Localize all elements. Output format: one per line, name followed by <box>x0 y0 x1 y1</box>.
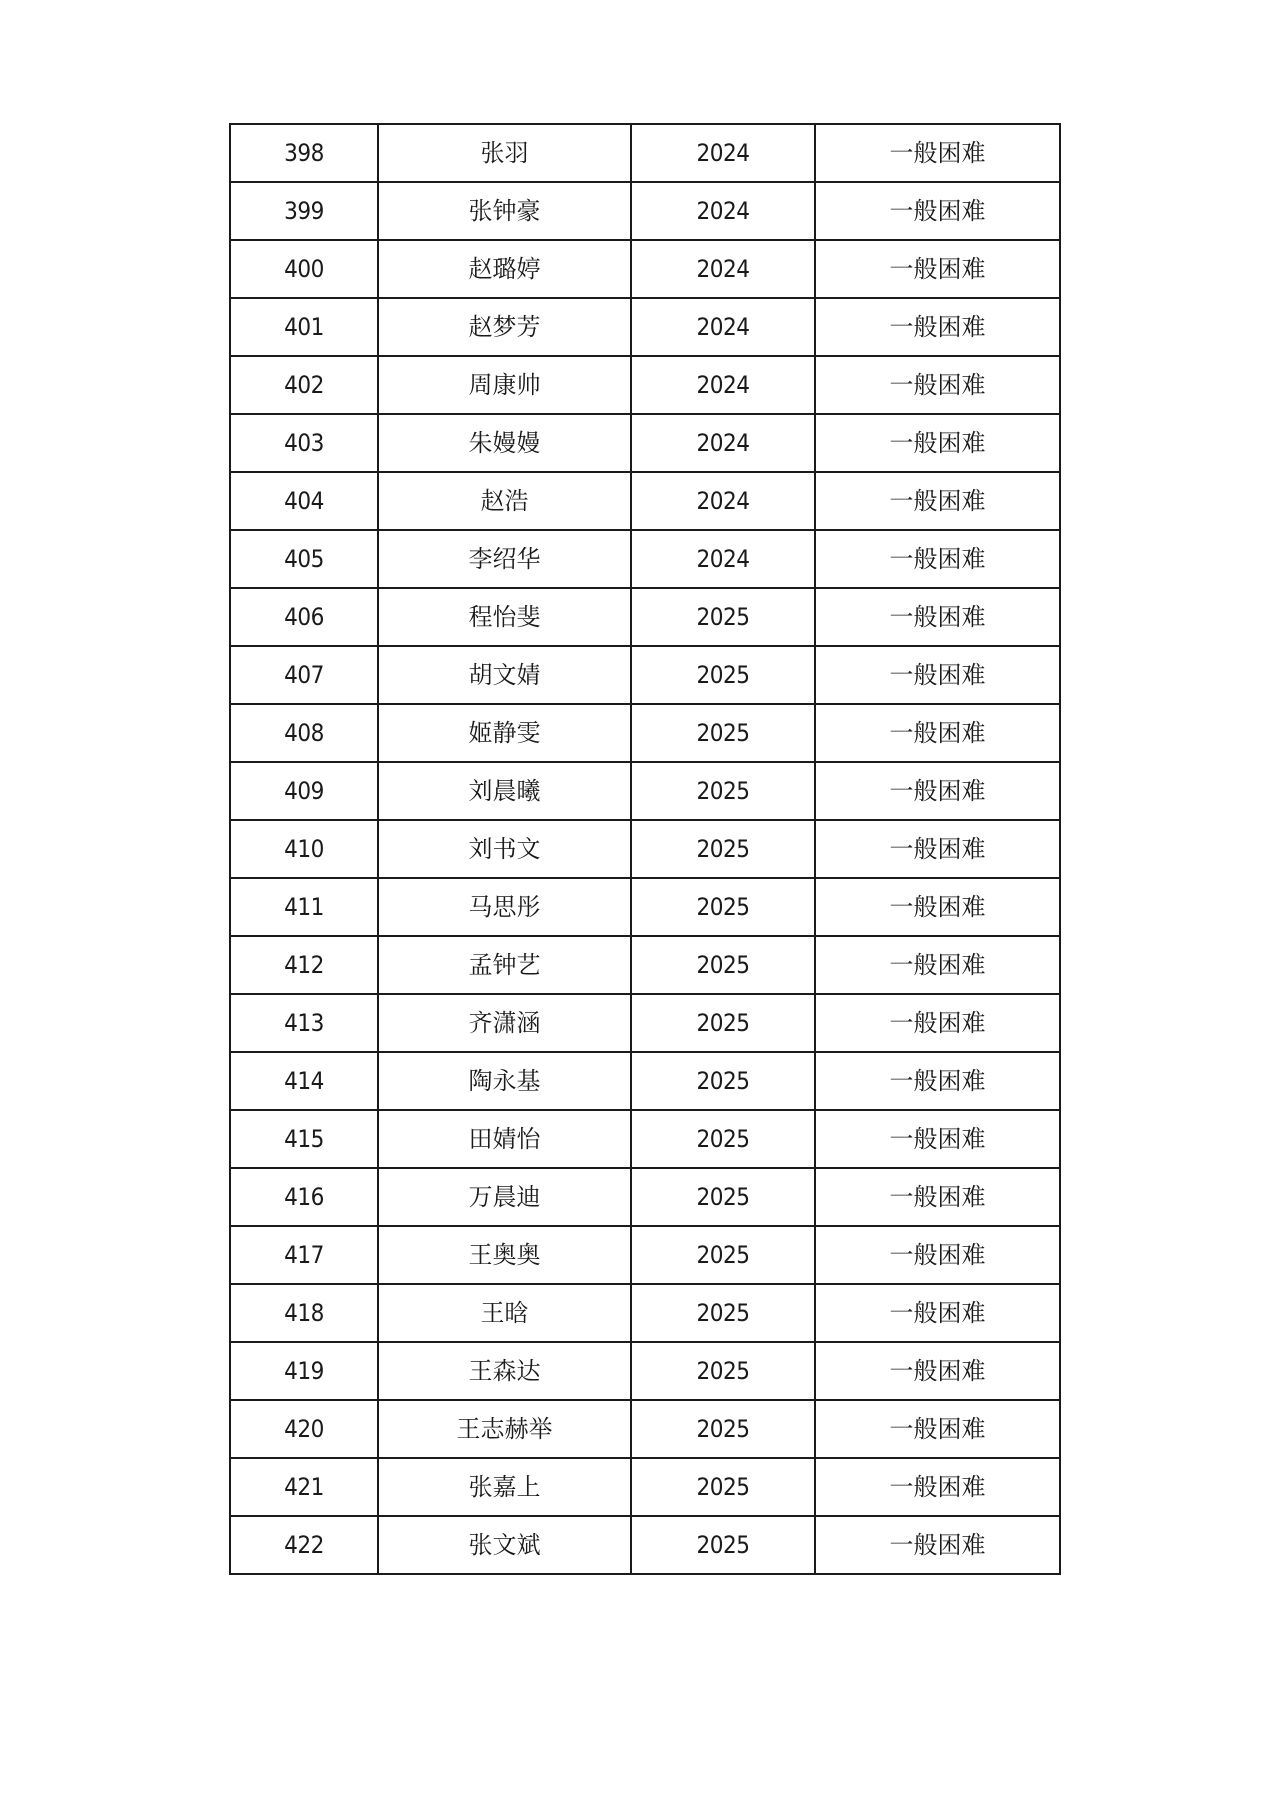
table-row <box>230 588 1060 646</box>
row-number-cell: 413 <box>230 994 378 1052</box>
student-name-cell: 张羽 <box>378 124 631 182</box>
student-name-cell: 周康帅 <box>378 356 631 414</box>
student-name-cell: 张文斌 <box>378 1516 631 1574</box>
row-number-cell: 405 <box>230 530 378 588</box>
row-number-cell: 422 <box>230 1516 378 1574</box>
row-number-cell: 414 <box>230 1052 378 1110</box>
row-number-cell: 402 <box>230 356 378 414</box>
table-row <box>230 820 1060 878</box>
row-number-cell: 398 <box>230 124 378 182</box>
student-name-cell: 姬静雯 <box>378 704 631 762</box>
difficulty-level-cell: 一般困难 <box>815 820 1060 878</box>
row-number-cell: 419 <box>230 1342 378 1400</box>
year-cell: 2024 <box>631 356 815 414</box>
table-row <box>230 1284 1060 1342</box>
table-row <box>230 298 1060 356</box>
year-cell: 2024 <box>631 298 815 356</box>
student-name-cell: 齐潇涵 <box>378 994 631 1052</box>
table-row <box>230 1226 1060 1284</box>
row-number-cell: 411 <box>230 878 378 936</box>
year-cell: 2025 <box>631 646 815 704</box>
table-row <box>230 936 1060 994</box>
year-cell: 2025 <box>631 1110 815 1168</box>
difficulty-level-cell: 一般困难 <box>815 124 1060 182</box>
year-cell: 2025 <box>631 878 815 936</box>
year-cell: 2025 <box>631 704 815 762</box>
year-cell: 2025 <box>631 820 815 878</box>
year-cell: 2025 <box>631 1400 815 1458</box>
year-cell: 2025 <box>631 1226 815 1284</box>
difficulty-level-cell: 一般困难 <box>815 1342 1060 1400</box>
difficulty-level-cell: 一般困难 <box>815 994 1060 1052</box>
table-row <box>230 1168 1060 1226</box>
student-name-cell: 刘书文 <box>378 820 631 878</box>
table-row <box>230 1400 1060 1458</box>
table-row <box>230 1342 1060 1400</box>
row-number-cell: 403 <box>230 414 378 472</box>
table-row <box>230 1110 1060 1168</box>
difficulty-level-cell: 一般困难 <box>815 414 1060 472</box>
difficulty-level-cell: 一般困难 <box>815 240 1060 298</box>
table-row <box>230 240 1060 298</box>
difficulty-level-cell: 一般困难 <box>815 1226 1060 1284</box>
row-number-cell: 404 <box>230 472 378 530</box>
row-number-cell: 400 <box>230 240 378 298</box>
student-name-cell: 马思彤 <box>378 878 631 936</box>
difficulty-level-cell: 一般困难 <box>815 182 1060 240</box>
table-row <box>230 414 1060 472</box>
table-row <box>230 1458 1060 1516</box>
row-number-cell: 416 <box>230 1168 378 1226</box>
year-cell: 2025 <box>631 1284 815 1342</box>
student-name-cell: 孟钟艺 <box>378 936 631 994</box>
row-number-cell: 415 <box>230 1110 378 1168</box>
row-number-cell: 406 <box>230 588 378 646</box>
year-cell: 2025 <box>631 1458 815 1516</box>
student-name-cell: 张钟豪 <box>378 182 631 240</box>
student-roster-table <box>229 123 1061 1575</box>
difficulty-level-cell: 一般困难 <box>815 1052 1060 1110</box>
table-row <box>230 530 1060 588</box>
table-row <box>230 646 1060 704</box>
roster-body <box>230 124 1060 1574</box>
student-name-cell: 赵浩 <box>378 472 631 530</box>
row-number-cell: 408 <box>230 704 378 762</box>
difficulty-level-cell: 一般困难 <box>815 762 1060 820</box>
student-name-cell: 赵梦芳 <box>378 298 631 356</box>
year-cell: 2025 <box>631 762 815 820</box>
difficulty-level-cell: 一般困难 <box>815 472 1060 530</box>
student-name-cell: 王晗 <box>378 1284 631 1342</box>
difficulty-level-cell: 一般困难 <box>815 878 1060 936</box>
year-cell: 2024 <box>631 182 815 240</box>
table-row <box>230 762 1060 820</box>
difficulty-level-cell: 一般困难 <box>815 646 1060 704</box>
student-name-cell: 陶永基 <box>378 1052 631 1110</box>
row-number-cell: 401 <box>230 298 378 356</box>
difficulty-level-cell: 一般困难 <box>815 356 1060 414</box>
difficulty-level-cell: 一般困难 <box>815 1284 1060 1342</box>
table-row <box>230 182 1060 240</box>
difficulty-level-cell: 一般困难 <box>815 588 1060 646</box>
difficulty-level-cell: 一般困难 <box>815 936 1060 994</box>
student-name-cell: 张嘉上 <box>378 1458 631 1516</box>
student-name-cell: 李绍华 <box>378 530 631 588</box>
difficulty-level-cell: 一般困难 <box>815 704 1060 762</box>
year-cell: 2025 <box>631 1516 815 1574</box>
row-number-cell: 420 <box>230 1400 378 1458</box>
difficulty-level-cell: 一般困难 <box>815 1458 1060 1516</box>
year-cell: 2025 <box>631 994 815 1052</box>
difficulty-level-cell: 一般困难 <box>815 298 1060 356</box>
year-cell: 2024 <box>631 124 815 182</box>
year-cell: 2024 <box>631 414 815 472</box>
row-number-cell: 417 <box>230 1226 378 1284</box>
table-row <box>230 878 1060 936</box>
row-number-cell: 421 <box>230 1458 378 1516</box>
difficulty-level-cell: 一般困难 <box>815 1516 1060 1574</box>
row-number-cell: 409 <box>230 762 378 820</box>
year-cell: 2025 <box>631 936 815 994</box>
student-name-cell: 王奥奥 <box>378 1226 631 1284</box>
student-name-cell: 程怡斐 <box>378 588 631 646</box>
table-row <box>230 124 1060 182</box>
year-cell: 2025 <box>631 1342 815 1400</box>
year-cell: 2024 <box>631 530 815 588</box>
table-row <box>230 356 1060 414</box>
difficulty-level-cell: 一般困难 <box>815 1110 1060 1168</box>
year-cell: 2024 <box>631 472 815 530</box>
table-row <box>230 704 1060 762</box>
year-cell: 2024 <box>631 240 815 298</box>
student-name-cell: 万晨迪 <box>378 1168 631 1226</box>
row-number-cell: 412 <box>230 936 378 994</box>
student-name-cell: 朱嫚嫚 <box>378 414 631 472</box>
table-row <box>230 994 1060 1052</box>
row-number-cell: 410 <box>230 820 378 878</box>
row-number-cell: 418 <box>230 1284 378 1342</box>
difficulty-level-cell: 一般困难 <box>815 1400 1060 1458</box>
difficulty-level-cell: 一般困难 <box>815 530 1060 588</box>
student-name-cell: 刘晨曦 <box>378 762 631 820</box>
student-name-cell: 王志赫举 <box>378 1400 631 1458</box>
year-cell: 2025 <box>631 1168 815 1226</box>
student-name-cell: 王森达 <box>378 1342 631 1400</box>
table-row <box>230 1516 1060 1574</box>
table-row <box>230 472 1060 530</box>
year-cell: 2025 <box>631 1052 815 1110</box>
row-number-cell: 399 <box>230 182 378 240</box>
student-name-cell: 田婧怡 <box>378 1110 631 1168</box>
year-cell: 2025 <box>631 588 815 646</box>
table-row <box>230 1052 1060 1110</box>
student-name-cell: 胡文婧 <box>378 646 631 704</box>
difficulty-level-cell: 一般困难 <box>815 1168 1060 1226</box>
row-number-cell: 407 <box>230 646 378 704</box>
student-name-cell: 赵璐婷 <box>378 240 631 298</box>
